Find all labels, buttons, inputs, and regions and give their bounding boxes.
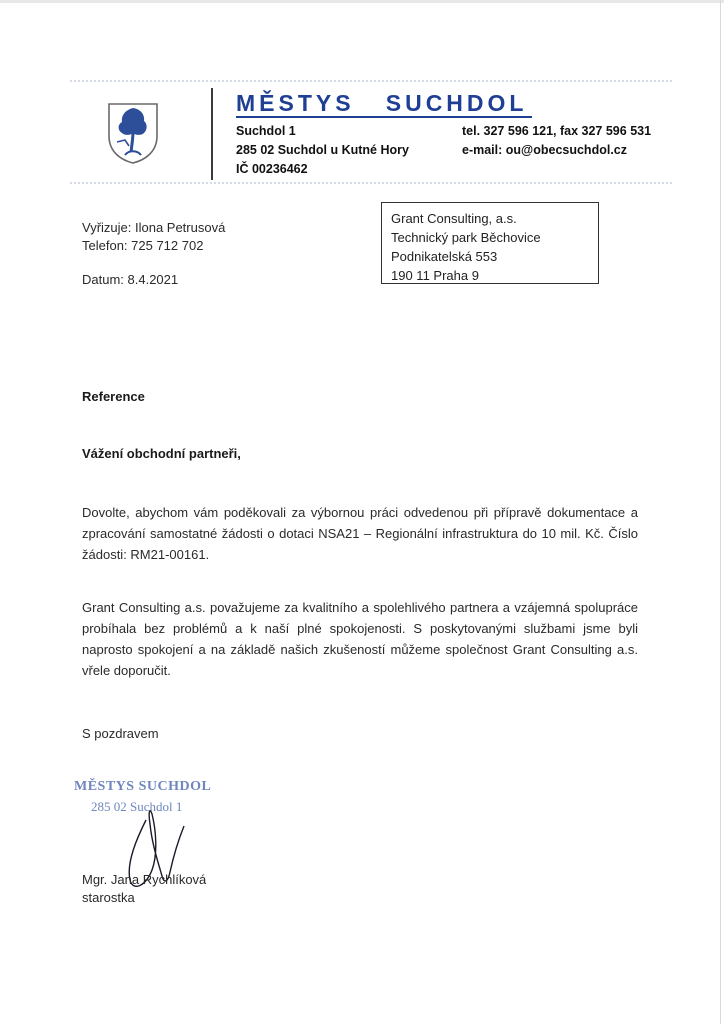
letterhead-divider	[211, 88, 213, 180]
handler-name: Vyřizuje: Ilona Petrusová	[82, 220, 226, 235]
town-crest-icon	[107, 102, 159, 164]
recipient-street: Podnikatelská 553	[391, 249, 498, 264]
handler-phone: Telefon: 725 712 702	[82, 238, 204, 253]
recipient-company: Grant Consulting, a.s.	[391, 211, 517, 226]
salutation: Vážení obchodní partneři,	[82, 446, 241, 461]
paragraph-thanks: Dovolte, abychom vám poděkovali za výbornou práci odvedenou při přípravě dokumentace a zpracování samostatné žádosti o dotaci NSA21 – Regionální infrastruktura do 10 mil. Kč. Číslo žádosti: RM21-00161.	[82, 505, 638, 562]
signer-title: starostka	[82, 890, 135, 905]
subject-heading: Reference	[82, 389, 145, 404]
recipient-city: 190 11 Praha 9	[391, 268, 479, 283]
address-street: Suchdol 1	[236, 124, 296, 138]
stamp-town: MĚSTYS SUCHDOL	[74, 779, 212, 794]
recipient-park: Technický park Běchovice	[391, 230, 541, 245]
phone-fax: tel. 327 596 121, fax 327 596 531	[462, 124, 652, 138]
signer-name: Mgr. Jana Rychlíková	[82, 872, 207, 887]
letterhead	[70, 80, 672, 184]
contact-block	[82, 219, 225, 255]
page-top-edge	[0, 0, 724, 3]
town-name: MĚSTYS SUCHDOL	[236, 90, 528, 116]
email-address: e-mail: ou@obecsuchdol.cz	[462, 143, 627, 157]
page-right-edge	[720, 0, 721, 1024]
stamp-address: 285 02 Suchdol 1	[91, 799, 183, 814]
company-id: IČ 00236462	[236, 162, 308, 176]
paragraph-recommendation: Grant Consulting a.s. považujeme za kvalitního a spolehlivého partnera a vzájemná spolupráce probíhala bez problémů a k naší plné spokojenosti. S poskytovanými službami jsme byli naprosto spokojení a na základě našich zkušeností můžeme společnost Grant Consulting a.s. vřele doporučit.	[82, 600, 638, 678]
address-city: 285 02 Suchdol u Kutné Hory	[236, 143, 409, 157]
closing-greeting: S pozdravem	[82, 726, 159, 741]
recipient-address-box	[381, 202, 599, 284]
town-name-underline	[236, 116, 532, 118]
signer-block	[82, 871, 206, 907]
letter-date: Datum: 8.4.2021	[82, 272, 179, 287]
